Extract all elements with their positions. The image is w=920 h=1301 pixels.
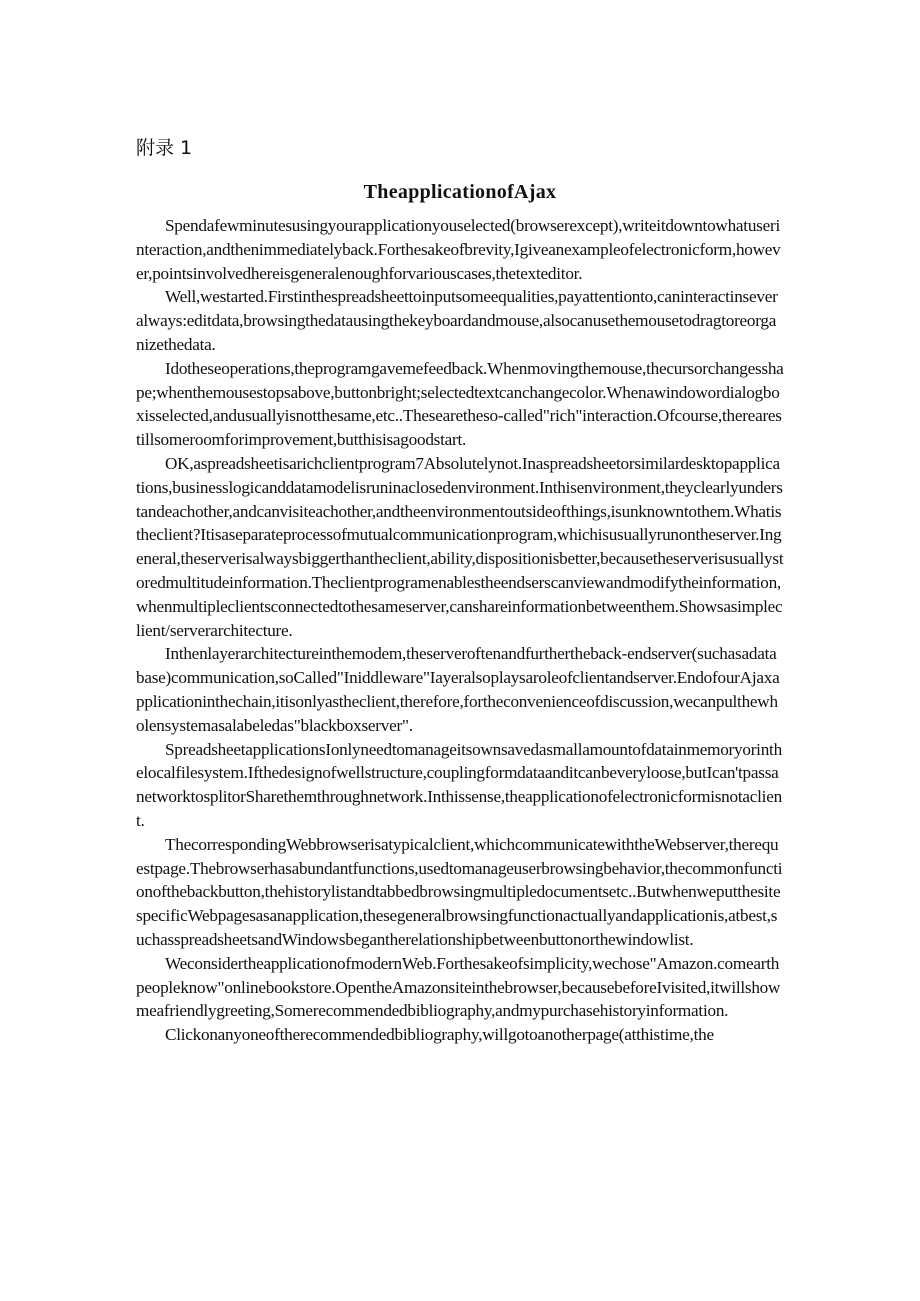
paragraph-5: Inthenlayerarchitectureinthemodem,theserveroftenandfurthertheback-endserver(suchasadatabase)communication,soCalled"Iniddleware"Iayeralsoplaysaroleofclientandserver.EndofourAjaxapplicationinthechain,itisonlyastheclient,therefore,fortheconvenienceofdiscussion,wecanpulthewholensystemasalabeledas"blackboxserver". xyxy=(136,644,780,735)
paragraph-8: WeconsidertheapplicationofmodernWeb.Forthesakeofsimplicity,wechose"Amazon.comearthpeopleknow"onlinebookstore.OpentheAmazonsiteinthebrowser,becausebeforeIvisited,itwillshowmeafriendlygreeting,Somerecommendedbibliography,andmypurchasehistoryinformation. xyxy=(136,953,781,1021)
paragraph-4: OK,aspreadsheetisarichclientprogram7Absolutelynot.Inaspreadsheetorsimilardesktopapplications,businesslogicanddatamodelisruninaclosedenvironment.Inthisenvironment,theyclearlyunderstandeachother,andcanvisiteachother,andtheenvironmentoutsideofthings,isunknowntothem.Whatistheclient?Itisaseparateprocessofmutualcommunicationprogram,whichisusuallyrunontheserver.Ingeneral,theserverisalwaysbiggerthantheclient,ability,dispositionisbetter,becausetheserverisusuallystoredmultitudeinformation.Theclientprogramenablestheendserscanviewandmodifytheinformation,whenmultipleclientsconnectedtothesameserver,canshareinformationbetweenthem.Showsasimpleclient/serverarchitecture. xyxy=(136,453,784,640)
paragraph-3: Idotheseoperations,theprogramgavemefeedback.Whenmovingthemouse,thecursorchangesshape;whenthemousestopsabove,buttonbright;selectedtextcanchangecolor.Whenawindowordialogboxisselected,andusuallyisnotthesame,etc..Thesearetheso-called"rich"interaction.Ofcourse,therearestillsomeroomforimprovement,butthisisagoodstart. xyxy=(136,358,784,450)
document-title: TheapplicationofAjax xyxy=(363,181,557,203)
appendix-label: 附录 1 xyxy=(136,137,193,159)
paragraph-1: Spendafewminutesusingyourapplicationyouselected(browserexcept),writeitdowntowhatuserinteraction,andthenimmediatelyback.Forthesakeofbrevity,Igiveanexampleofelectronicform,however,pointsinvolvedhereisgeneralenoughforvariouscases,thetexteditor. xyxy=(136,216,781,283)
paragraph-9: Clickonanyoneoftherecommendedbibliography,willgotoanotherpage(atthistime,the xyxy=(165,1025,714,1045)
paragraph-2: Well,westarted.Firstinthespreadsheettoinputsomeequalities,payattentionto,caninteractinseveralways:editdata,browsingthedatausingthekeyboardandmouse,alsocanusethemousetodragtoreorganizethedata. xyxy=(136,287,778,354)
paragraph-6: SpreadsheetapplicationsIonlyneedtomanageitsownsavedasmallamountofdatainmemoryorinthelocalfilesystem.Ifthedesignofwellstructure,couplingformdataanditcanbeveryloose,butIcan'tpassanetworktosplitorSharethemthroughnetwork.Inthissense,theapplicationofelectronicformisnotaclient. xyxy=(136,739,782,830)
document-body xyxy=(136,214,784,1047)
paragraph-7: ThecorrespondingWebbrowserisatypicalclient,whichcommunicatewiththeWebserver,therequestpage.Thebrowserhasabundantfunctions,usedtomanageuserbrowsingbehavior,thecommonfunctionofthebackbutton,thehistorylistandtabbedbrowsingmultipledocumentsetc..ButwhenweputthesitespecificWebpagesasanapplication,thesegeneralbrowsingfunctionactuallyandapplicationis,atbest,suchasspreadsheetsandWindowsbegantherelationshipbetweenbuttonorthewindowlist. xyxy=(136,834,783,949)
